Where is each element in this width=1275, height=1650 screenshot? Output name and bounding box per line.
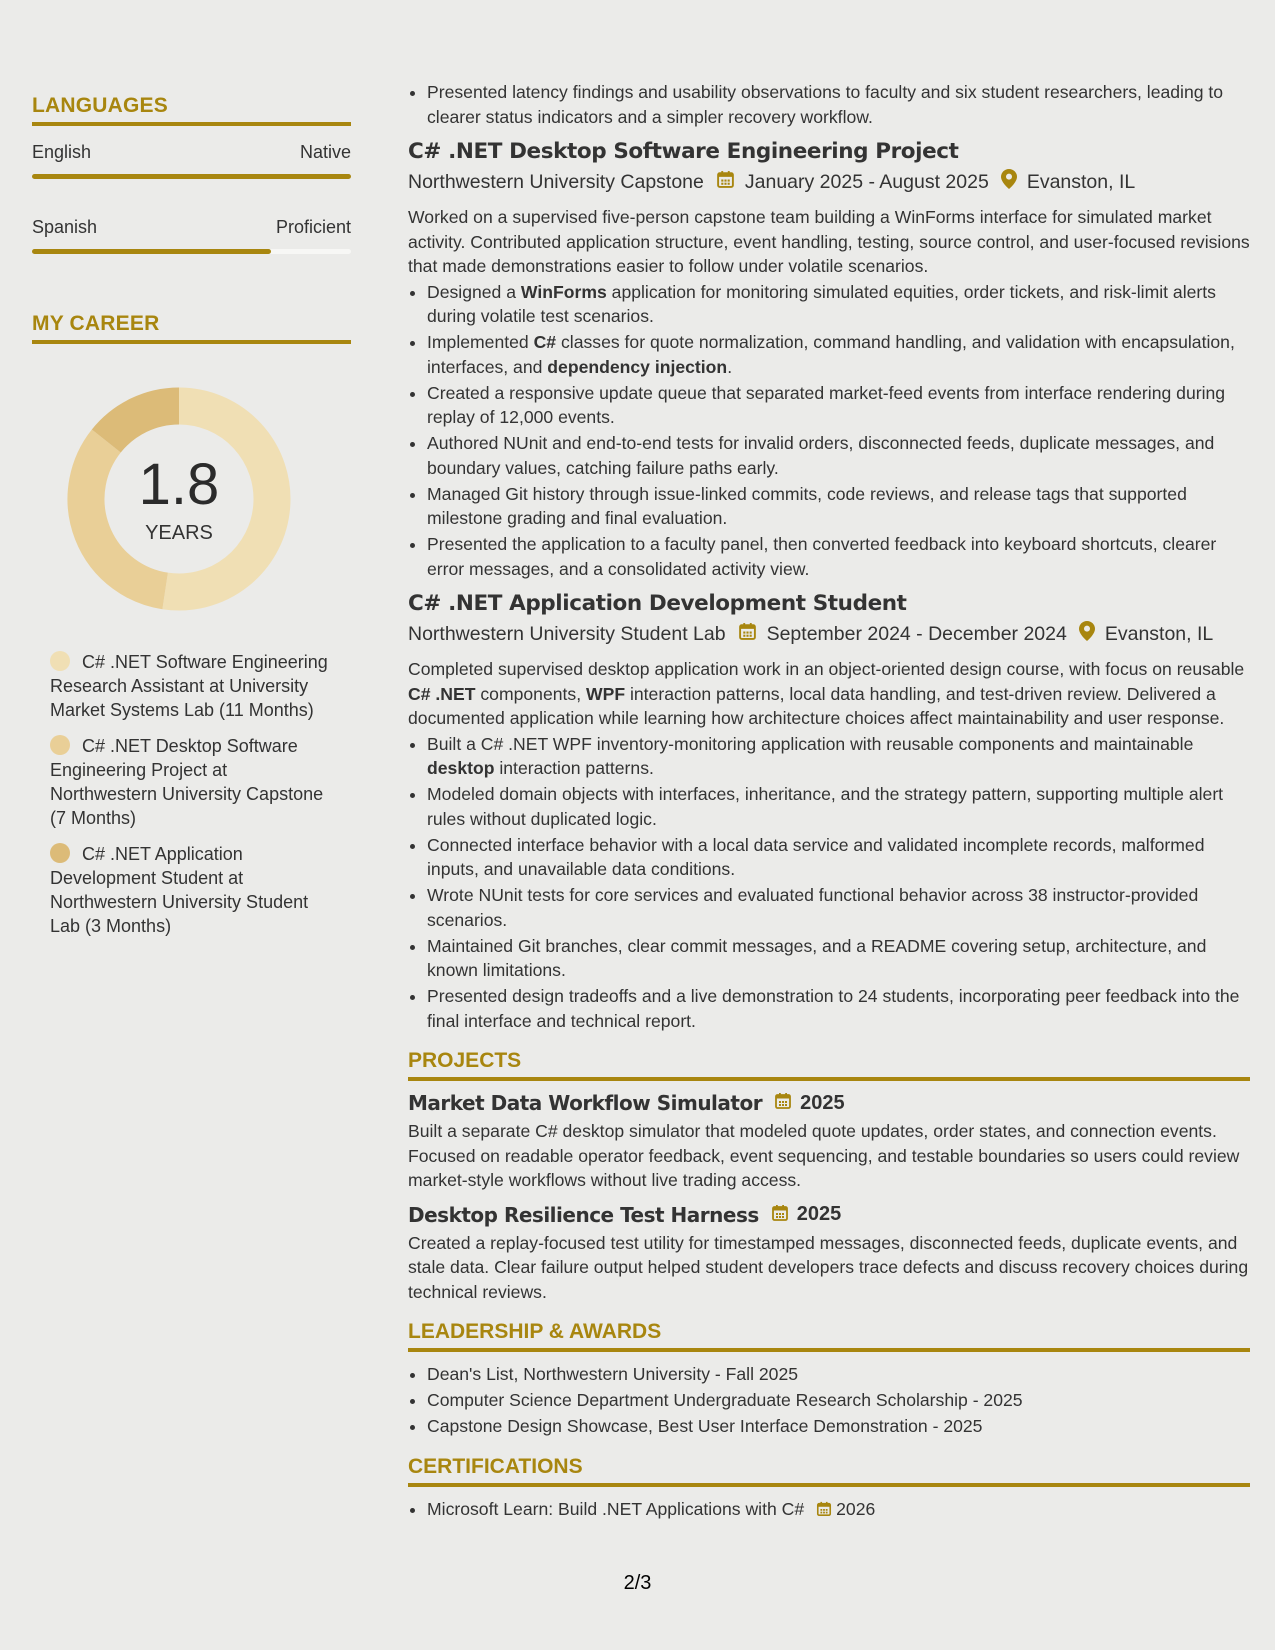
- language-proficiency-fill: [32, 249, 271, 254]
- language-item: [32, 217, 351, 254]
- bullet-item: [427, 280, 1250, 329]
- career-unit: YEARS: [145, 522, 213, 544]
- entry-dates: September 2024 - December 2024: [766, 622, 1067, 645]
- certifications-heading: CERTIFICATIONS: [408, 1455, 1250, 1487]
- legend-swatch: [50, 651, 70, 671]
- text-run: interaction patterns.: [494, 758, 654, 778]
- text-run: Authored NUnit and end-to-end tests for invalid orders, disconnected feeds, duplicate messages, and boundary values, catching failure paths early.: [427, 433, 1215, 478]
- legend-item: [50, 842, 330, 938]
- leadership-heading: LEADERSHIP & AWARDS: [408, 1320, 1250, 1352]
- top-bullets: [408, 80, 1250, 129]
- legend-swatch: [50, 843, 70, 863]
- text-run: Implemented: [427, 332, 534, 352]
- experience-section: [408, 139, 1250, 1033]
- calendar-icon-wrap: [716, 170, 735, 195]
- bullet-item: [427, 330, 1250, 379]
- bullet-item: [427, 431, 1250, 480]
- experience-entry: [408, 591, 1250, 1033]
- calendar-icon: [716, 170, 735, 195]
- bullet-item: [427, 934, 1250, 983]
- project-description: Built a separate C# desktop simulator that modeled quote updates, order states, and connection events. Focused on readable operator feedback, event sequencing, and testable boundaries so users could review market-style workflows without live trading access.: [408, 1121, 1240, 1190]
- project-title-row: [408, 1091, 1250, 1115]
- text-run: Wrote NUnit tests for core services and evaluated functional behavior across 38 instructor-provided scenarios.: [427, 885, 1199, 930]
- text-run: application for monitoring simulated equities, order tickets, and risk-limit alerts during volatile test scenarios.: [427, 281, 1216, 326]
- languages-heading: LANGUAGES: [32, 94, 351, 126]
- language-proficiency-bar: [32, 174, 351, 179]
- location-pin-icon: [1079, 621, 1095, 647]
- page-indicator: 2/3: [623, 1572, 652, 1594]
- project-title-row: [408, 1203, 1250, 1227]
- certification-year: 2026: [836, 1498, 876, 1519]
- bullet-item: [427, 833, 1250, 882]
- location-pin-icon: [1001, 169, 1017, 195]
- award-item: • Computer Science Department Undergraduate Research Scholarship - 2025: [427, 1388, 1250, 1413]
- award-item: • Capstone Design Showcase, Best User Interface Demonstration - 2025: [427, 1414, 1250, 1439]
- calendar-icon-wrap: [771, 1203, 789, 1227]
- text-run: Managed Git history through issue-linked commits, code reviews, and release tags that supported milestone grading and final evaluation.: [427, 483, 1187, 528]
- calendar-icon-wrap: [738, 622, 757, 647]
- entry-bullets: [408, 280, 1250, 582]
- calendar-icon-wrap: [774, 1091, 792, 1115]
- languages-list: [32, 142, 351, 254]
- bold-text: C# .NET: [408, 683, 476, 704]
- calendar-icon: [771, 1203, 789, 1227]
- award-item: • Dean's List, Northwestern University - Fall 2025: [427, 1362, 1250, 1387]
- location-icon-wrap: [1001, 169, 1017, 195]
- text-run: Presented the application to a faculty panel, then converted feedback into keyboard shortcuts, clearer error messages, and a consolidated activity view.: [427, 534, 1217, 579]
- entry-bullets: [408, 732, 1250, 1034]
- bullet-item: [427, 984, 1250, 1033]
- entry-description: [408, 657, 1250, 731]
- bold-text: WPF: [585, 683, 626, 704]
- bullet-item: [427, 732, 1250, 781]
- entry-meta: [408, 169, 1250, 195]
- bullet-item: [427, 782, 1250, 831]
- bold-text: C#: [533, 332, 557, 352]
- entry-organization: Northwestern University Student Lab: [408, 622, 726, 645]
- language-name: English: [32, 142, 92, 162]
- language-proficiency-fill: [32, 174, 351, 179]
- legend-swatch: [50, 735, 70, 755]
- text-run: .: [727, 356, 733, 377]
- certification-name: Microsoft Learn: Build .NET Applications with C#: [427, 1498, 805, 1519]
- bullet-item: [427, 883, 1250, 932]
- text-run: Completed supervised desktop application work in an object-oriented design course, with focus on reusable: [408, 659, 1245, 679]
- language-proficiency-bar: [32, 249, 351, 254]
- project-year: 2025: [796, 1203, 842, 1225]
- entry-description: Worked on a supervised five-person capstone team building a WinForms interface for simulated market activity. Contributed application structure, event handling, testing, source control, and user-focused revisions that made demonstrations easier to follow under volatile scenarios.: [408, 207, 1250, 276]
- projects-heading: PROJECTS: [408, 1049, 1250, 1081]
- language-row: [32, 217, 351, 238]
- location-icon-wrap: [1079, 621, 1095, 647]
- calendar-icon: [738, 622, 757, 647]
- entry-organization: Northwestern University Capstone: [408, 170, 704, 193]
- text-run: classes for quote normalization, command handling, and validation with encapsulation, interfaces, and: [427, 332, 1235, 377]
- text-run: Presented design tradeoffs and a live demonstration to 24 students, incorporating peer feedback into the final interface and technical report.: [427, 986, 1240, 1031]
- legend-label: C# .NET Application Development Student at Northwestern University Student Lab (3 Months): [50, 844, 309, 936]
- entry-title: C# .NET Desktop Software Engineering Project: [408, 139, 959, 164]
- projects-list: [408, 1091, 1250, 1304]
- language-row: [32, 142, 351, 163]
- language-level: Proficient: [275, 217, 351, 237]
- project-description: Created a replay-focused test utility for timestamped messages, disconnected feeds, duplicate events, and stale data. Clear failure output helped student developers trace defects and discuss recovery choices during technical reviews.: [408, 1232, 1249, 1302]
- calendar-icon: [816, 1499, 832, 1524]
- text-run: Connected interface behavior with a local data service and validated incomplete records, malformed inputs, and unavailable data conditions.: [427, 834, 1205, 879]
- sidebar: [32, 94, 351, 950]
- bold-text: WinForms: [520, 281, 607, 302]
- career-total: 1.8: [138, 452, 220, 517]
- career-legend: [50, 650, 330, 938]
- leadership-list: [408, 1362, 1250, 1439]
- bullet-item: [427, 482, 1250, 531]
- bold-text: desktop: [427, 758, 495, 778]
- legend-item: [50, 734, 330, 830]
- certification-item: [427, 1497, 1250, 1524]
- language-name: Spanish: [32, 217, 98, 237]
- text-run: interaction patterns, local data handling, and test-driven review. Delivered a documented application while learning how architecture choices affect maintainability and user response.: [408, 683, 1225, 728]
- career-heading: MY CAREER: [32, 312, 351, 344]
- language-item: [32, 142, 351, 179]
- bullet-item: • Presented latency findings and usability observations to faculty and six student researchers, leading to clearer status indicators and a simpler recovery workflow.: [427, 80, 1250, 129]
- project-title: Desktop Resilience Test Harness: [408, 1202, 759, 1227]
- main-content: [408, 80, 1250, 1525]
- bold-text: dependency injection: [547, 356, 728, 377]
- text-run: Created a responsive update queue that separated market-feed events from interface rendering during replay of 12,000 events.: [427, 382, 1226, 427]
- calendar-icon: [774, 1091, 792, 1115]
- bullet-item: [427, 381, 1250, 430]
- entry-title: C# .NET Application Development Student: [408, 591, 907, 616]
- text-run: Designed a: [427, 281, 521, 302]
- career-donut-chart: [64, 384, 294, 614]
- project-title: Market Data Workflow Simulator: [408, 1091, 763, 1115]
- calendar-icon-wrap: [816, 1501, 832, 1521]
- entry-dates: January 2025 - August 2025: [744, 170, 989, 193]
- project-year: 2025: [800, 1091, 845, 1114]
- text-run: components,: [475, 683, 586, 704]
- entry-meta: [408, 621, 1250, 647]
- certifications-list: [408, 1497, 1250, 1524]
- text-run: Built a C# .NET WPF inventory-monitoring application with reusable components and maintainable: [427, 733, 1194, 754]
- legend-item: [50, 650, 330, 722]
- entry-location: Evanston, IL: [1026, 170, 1136, 193]
- language-level: Native: [299, 142, 351, 162]
- legend-label: C# .NET Desktop Software Engineering Project at Northwestern University Capstone (7 Months): [50, 736, 324, 828]
- experience-entry: [408, 139, 1250, 581]
- legend-label: C# .NET Software Engineering Research Assistant at University Market Systems Lab (11 Months): [50, 652, 328, 720]
- text-run: Modeled domain objects with interfaces, inheritance, and the strategy pattern, supporting multiple alert rules without duplicated logic.: [427, 784, 1224, 829]
- text-run: Maintained Git branches, clear commit messages, and a README covering setup, architecture, and known limitations.: [427, 935, 1207, 980]
- entry-location: Evanston, IL: [1104, 622, 1214, 645]
- bullet-item: [427, 532, 1250, 581]
